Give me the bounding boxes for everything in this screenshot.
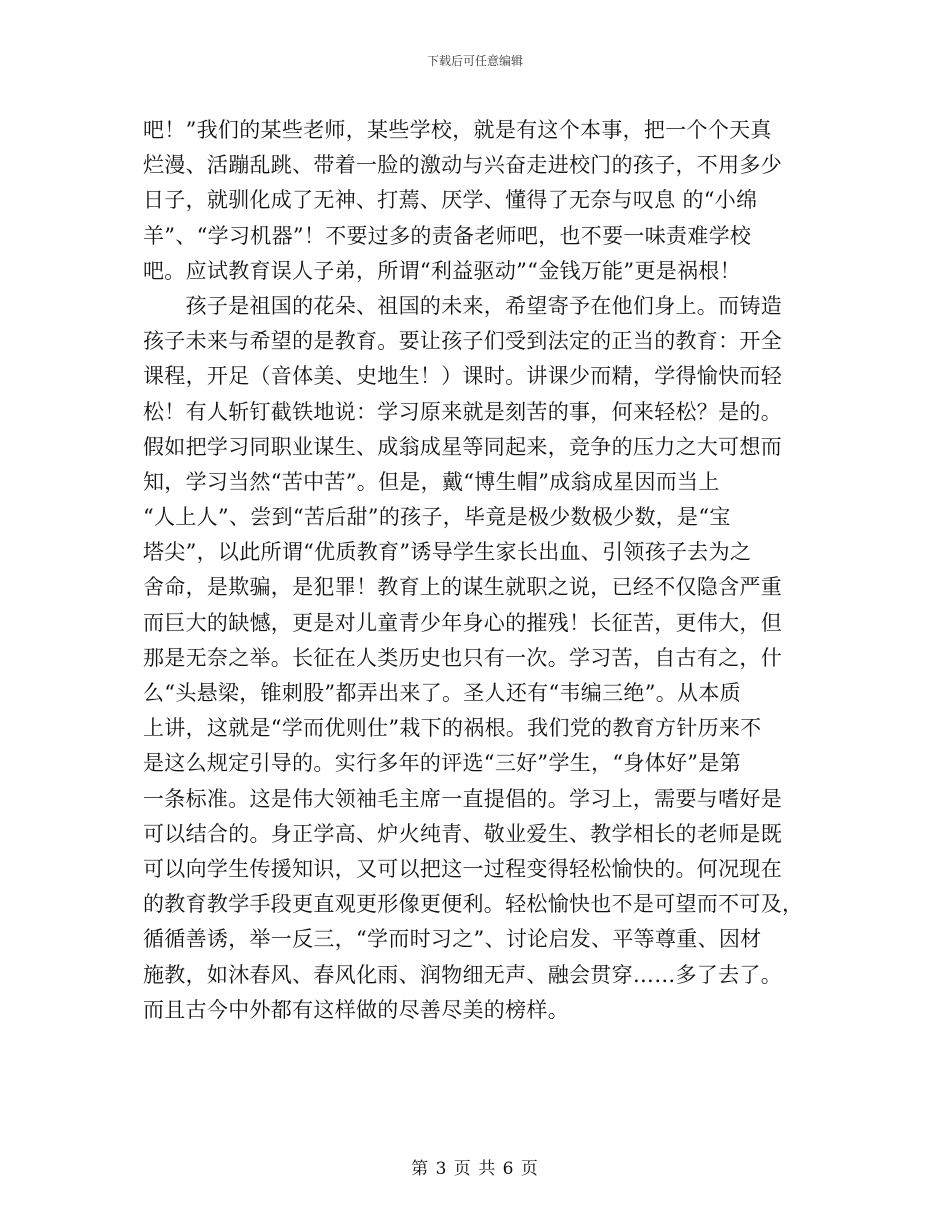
text-line: 的教育教学手段更直观更形像更便利。轻松愉快也不是可望而不可及， — [143, 892, 804, 917]
text-line: 吧！”我们的某些老师，某些学校，就是有这个本事，把一个个天真 — [143, 118, 772, 142]
text-line: 循循善诱，举一反三，“学而时习之”、讨论启发、平等尊重、因材 — [143, 927, 762, 952]
text-line: 施教，如沐春风、春风化雨、润物细无声、融会贯穿……多了去了。 — [143, 962, 782, 987]
text-line: 塔尖”，以此所谓“优质教育”诱导学生家长出血、引领孩子去为之 — [143, 540, 752, 565]
text-line: 是这么规定引导的。实行多年的评选“三好”学生，“身体好”是第 — [143, 751, 741, 776]
text-line: 课程，开足（音体美、史地生！）课时。讲课少而精，学得愉快而轻 — [143, 364, 782, 389]
page-header: 下载后可任意编辑 — [426, 54, 523, 68]
text-line: 舍命，是欺骗，是犯罪！教育上的谋生就职之说，已经不仅隐含严重 — [143, 575, 782, 600]
text-line: 一条标准。这是伟大领袖毛主席一直提倡的。学习上，需要与嗜好是 — [143, 786, 782, 811]
text-line: “人上人”、尝到“苦后甜”的孩子，毕竟是极少数极少数，是“宝 — [143, 505, 731, 530]
text-line: 上讲，这就是“学而优则仕”栽下的祸根。我们党的教育方针历来不 — [143, 716, 762, 741]
text-line: 吧。应试教育误人子弟，所谓“利益驱动”“金钱万能”更是祸根！ — [143, 258, 741, 283]
text-line: 可以结合的。身正学高、炉火纯青、敬业爱生、教学相长的老师是既 — [143, 821, 782, 846]
text-line: 烂漫、活蹦乱跳、带着一脸的激动与兴奋走进校门的孩子，不用多少 — [143, 153, 782, 178]
text-line: 那是无奈之举。长征在人类历史也只有一次。学习苦，自古有之，什 — [143, 645, 782, 670]
text-line: 么“头悬梁，锥刺股”都弄出来了。圣人还有“韦编三绝”。从本质 — [143, 681, 741, 705]
text-line: 孩子是祖国的花朵、祖国的未来，希望寄予在他们身上。而铸造 — [143, 293, 782, 318]
text-line: 而巨大的缺憾，更是对儿童青少年身心的摧残！长征苦，更伟大，但 — [143, 610, 782, 635]
body-text — [143, 113, 823, 1028]
text-line: 知，学习当然“苦中苦”。但是，戴“博生帽”成翁成星因而当上 — [143, 469, 720, 494]
text-line: 松！有人斩钉截铁地说：学习原来就是刻苦的事，何来轻松？是的。 — [143, 399, 782, 424]
text-line: 日子，就驯化成了无神、打蔫、厌学、懂得了无奈与叹息 的“小绵 — [143, 188, 758, 213]
page-number-footer: 第 3 页 共 6 页 — [411, 1159, 539, 1179]
text-line: 假如把学习同职业谋生、成翁成星等同起来，竞争的压力之大可想而 — [143, 434, 782, 459]
text-line: 孩子未来与希望的是教育。要让孩子们受到法定的正当的教育：开全 — [143, 329, 782, 354]
text-line: 可以向学生传援知识，又可以把这一过程变得轻松愉快的。何况现在 — [143, 856, 782, 881]
text-line: 而且古今中外都有这样做的尽善尽美的榜样。 — [143, 997, 569, 1022]
text-line: 羊”、“学习机器”！不要过多的责备老师吧，也不要一味责难学校 — [143, 223, 752, 248]
